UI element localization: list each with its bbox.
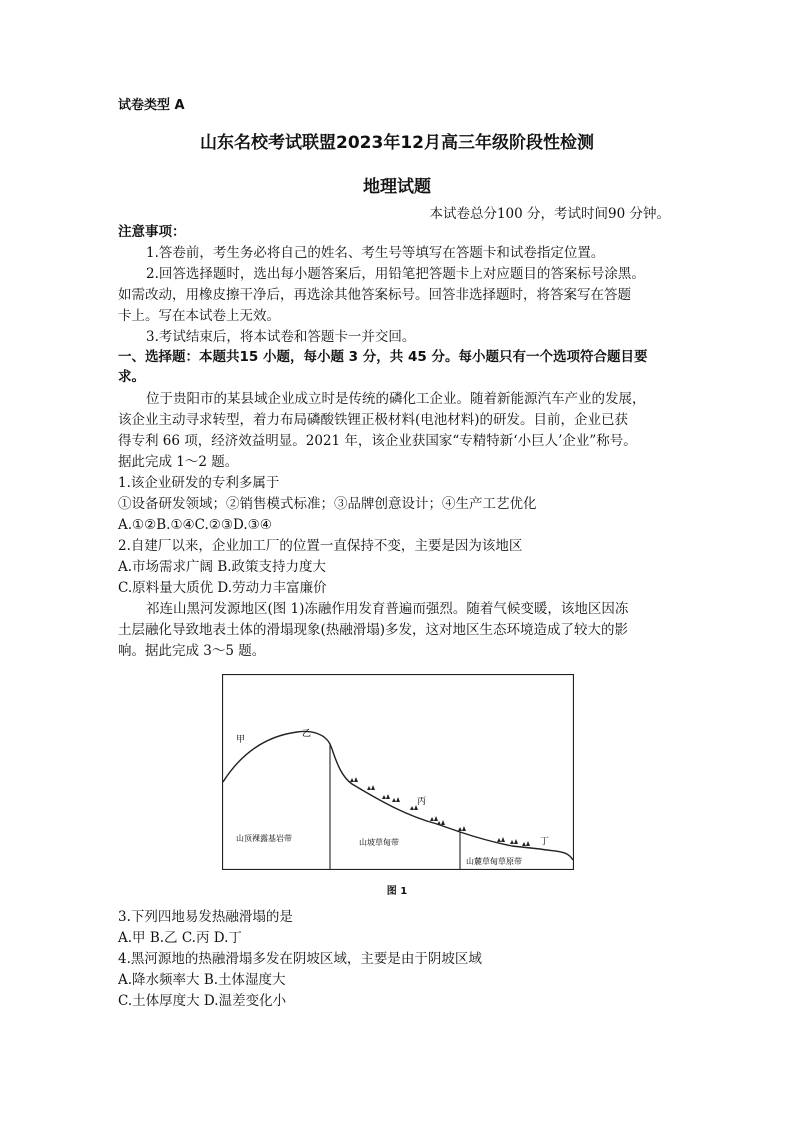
passage2-line2: 土层融化导致地表土体的滑塌现象(热融滑塌)多发，这对地区生态环境造成了较大的影 bbox=[118, 622, 629, 638]
zone-label-piedmont-steppe: 山麓草甸草原带 bbox=[466, 857, 522, 866]
q4-options-1: A.降水频率大 B.土体湿度大 bbox=[118, 972, 286, 988]
q1-options: A.①②B.①④C.②③D.③④ bbox=[118, 517, 272, 533]
zone-label-slope-meadow: 山坡草甸带 bbox=[359, 838, 399, 847]
figure-caption: 图 1 bbox=[386, 886, 408, 897]
label-bing: 丙 bbox=[417, 797, 427, 807]
note-item-2-end: 卡上。写在本试卷上无效。 bbox=[118, 308, 280, 324]
passage1-line3: 得专利 66 项，经济效益明显。2021 年，该企业获国家“专精特新‘小巨人’企业”称号。 bbox=[118, 433, 637, 449]
passage1-line4: 据此完成 1～2 题。 bbox=[118, 454, 239, 470]
q3-options: A.甲 B.乙 C.丙 D.丁 bbox=[118, 930, 242, 946]
passage2-line1: 祁连山黑河发源地区(图 1)冻融作用发育普遍而强烈。随着气候变暖，该地区因冻 bbox=[146, 601, 629, 617]
notes-heading: 注意事项： bbox=[118, 224, 186, 240]
passage1-line1: 位于贵阳市的某县域企业成立时是传统的磷化工企业。随着新能源汽车产业的发展， bbox=[146, 391, 646, 407]
subject-title: 地理试题 bbox=[363, 177, 431, 197]
section-heading: 一、选择题：本题共15 小题，每小题 3 分，共 45 分。每小题只有一个选项符合题目要 bbox=[118, 349, 648, 365]
section-heading-cont: 求。 bbox=[118, 369, 145, 385]
figure-1-mountain-profile bbox=[222, 674, 574, 870]
note-item-3: 3.考试结束后，将本试卷和答题卡一并交回。 bbox=[146, 329, 416, 345]
q3-stem: 3.下列四地易发热融滑塌的是 bbox=[118, 909, 293, 925]
q4-stem: 4.黑河源地的热融滑塌多发在阴坡区域，主要是由于阴坡区域 bbox=[118, 951, 482, 967]
q1-items: ①设备研发领域；②销售模式标准；③品牌创意设计；④生产工艺优化 bbox=[118, 496, 537, 512]
passage2-line3: 响。据此完成 3～5 题。 bbox=[118, 643, 266, 659]
note-item-2-cont: 如需改动，用橡皮擦干净后，再选涂其他答案标号。回答非选择题时，将答案写在答题 bbox=[118, 287, 631, 303]
note-item-2: 2.回答选择题时，选出每小题答案后，用铅笔把答题卡上对应题目的答案标号涂黑。 bbox=[146, 266, 645, 282]
passage1-line2: 该企业主动寻求转型，着力布局磷酸铁锂正极材料(电池材料)的研发。目前，企业已获 bbox=[118, 412, 629, 428]
label-jia: 甲 bbox=[236, 735, 246, 745]
exam-meta: 本试卷总分100 分，考试时间90 分钟。 bbox=[429, 206, 670, 222]
q2-options-1: A.市场需求广阔 B.政策支持力度大 bbox=[118, 559, 327, 575]
paper-type: 试卷类型 A bbox=[118, 98, 185, 113]
zone-label-bedrock: 山顶裸露基岩带 bbox=[236, 834, 292, 843]
q4-options-2: C.土体厚度大 D.温差变化小 bbox=[118, 993, 287, 1009]
exam-title: 山东名校考试联盟2023年12月高三年级阶段性检测 bbox=[200, 133, 594, 153]
q2-options-2: C.原料量大质优 D.劳动力丰富廉价 bbox=[118, 580, 327, 596]
q2-stem: 2.自建厂以来，企业加工厂的位置一直保持不变，主要是因为该地区 bbox=[118, 538, 523, 554]
label-yi: 乙 bbox=[302, 729, 312, 739]
note-item-1: 1.答卷前，考生务必将自己的姓名、考生号等填写在答题卡和试卷指定位置。 bbox=[146, 245, 605, 261]
vegetation-marks bbox=[350, 777, 530, 846]
label-ding: 丁 bbox=[540, 837, 550, 847]
q1-stem: 1.该企业研发的专利多属于 bbox=[118, 475, 280, 491]
